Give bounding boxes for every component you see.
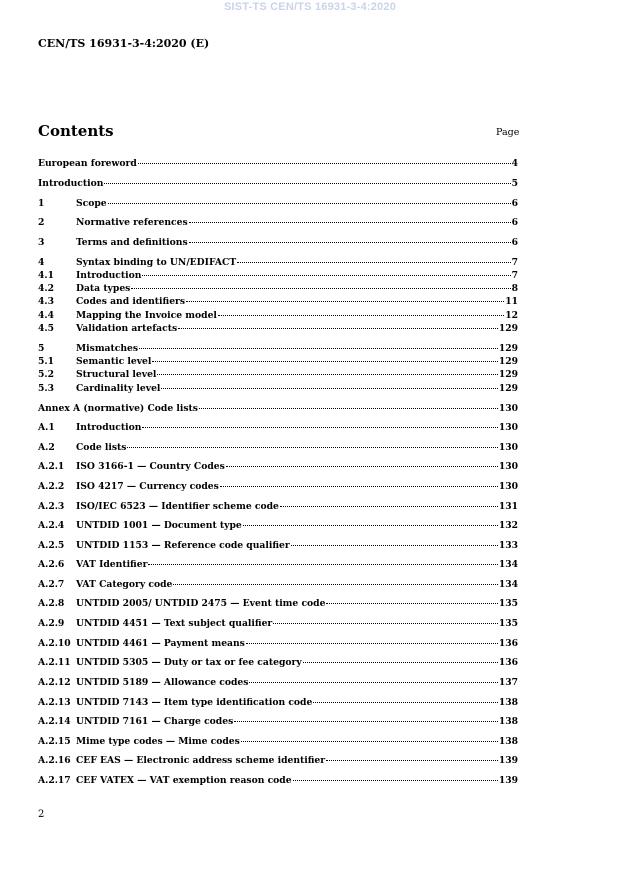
toc-entry[interactable] [38, 715, 518, 728]
toc-entry-number: A.2.14 [38, 716, 71, 727]
toc-entry-title: UNTDID 7143 — Item type identification code [76, 697, 313, 708]
toc-entry-number: 4.1 [38, 270, 54, 281]
toc-entry-number: 5.2 [38, 369, 54, 380]
contents-heading: Contents [38, 122, 114, 140]
toc-entry-title: Syntax binding to UN/EDIFACT [76, 257, 237, 268]
toc-entry-title: UNTDID 5189 — Allowance codes [76, 677, 249, 688]
dot-leader [139, 348, 498, 349]
toc-entry-page: 138 [498, 697, 518, 708]
dot-leader [246, 643, 498, 644]
toc-entry[interactable] [38, 157, 518, 170]
toc-entry-number: 4 [38, 257, 45, 268]
toc-entry-number: A.2.7 [38, 579, 65, 590]
toc-entry[interactable] [38, 754, 518, 767]
toc-entry-number: A.2 [38, 442, 55, 453]
toc-entry[interactable] [38, 500, 518, 513]
toc-entry[interactable] [38, 676, 518, 689]
toc-entry-number: 5.1 [38, 356, 54, 367]
toc-entry[interactable] [38, 177, 518, 190]
toc-entry-number: A.2.1 [38, 461, 65, 472]
toc-entry-page: 132 [498, 520, 518, 531]
toc-entry-page: 7 [511, 270, 518, 281]
dot-leader [131, 288, 510, 289]
dot-leader [148, 564, 497, 565]
toc-entry[interactable] [38, 382, 518, 395]
toc-entry-page: 130 [498, 442, 518, 453]
toc-entry-title: Cardinality level [76, 383, 161, 394]
toc-entry-title: Mismatches [76, 343, 139, 354]
dot-leader [189, 242, 511, 243]
toc-entry-number: A.2.3 [38, 501, 65, 512]
toc-entry-title: VAT Category code [76, 579, 173, 590]
dot-leader [237, 262, 510, 263]
toc-entry-title: Structural level [76, 369, 157, 380]
toc-entry-page: 135 [498, 618, 518, 629]
toc-entry-title: Normative references [76, 217, 188, 228]
toc-entry-page: 130 [498, 461, 518, 472]
toc-entry[interactable] [38, 441, 518, 454]
toc-entry[interactable] [38, 368, 518, 381]
dot-leader [313, 702, 497, 703]
toc-entry[interactable] [38, 269, 518, 282]
dot-leader [243, 525, 498, 526]
toc-entry-number: A.2.6 [38, 559, 65, 570]
toc-entry[interactable] [38, 597, 518, 610]
toc-entry-title: UNTDID 4451 — Text subject qualifier [76, 618, 273, 629]
page-number: 2 [38, 809, 45, 820]
toc-entry-page: 6 [511, 237, 518, 248]
dot-leader [249, 682, 497, 683]
toc-entry-number: A.2.12 [38, 677, 71, 688]
dot-leader [326, 760, 498, 761]
dot-leader [178, 328, 498, 329]
toc-entry-title: ISO 4217 — Currency codes [76, 481, 219, 492]
toc-entry-number: A.2.10 [38, 638, 71, 649]
dot-leader [291, 545, 498, 546]
toc-entry-page: 11 [505, 296, 518, 307]
toc-entry-title: VAT Identifier [76, 559, 148, 570]
dot-leader [241, 741, 498, 742]
toc-entry-title: Mapping the Invoice model [76, 310, 217, 321]
dot-leader [161, 388, 497, 389]
toc-entry[interactable] [38, 236, 518, 249]
toc-entry-title: Codes and identifiers [76, 296, 186, 307]
document-id: CEN/TS 16931-3-4:2020 (E) [38, 37, 210, 50]
toc-entry-page: 131 [498, 501, 518, 512]
toc-entry-page: 130 [498, 481, 518, 492]
toc-entry-title: CEF VATEX — VAT exemption reason code [76, 775, 292, 786]
toc-entry[interactable] [38, 539, 518, 552]
toc-entry-title: Scope [76, 198, 107, 209]
toc-entry-title: UNTDID 1153 — Reference code qualifier [76, 540, 290, 551]
toc-entry-number: A.2.15 [38, 736, 71, 747]
toc-entry-title: ISO/IEC 6523 — Identifier scheme code [76, 501, 279, 512]
toc-entry-page: 129 [498, 369, 518, 380]
dot-leader [189, 222, 511, 223]
toc-entry-number: 5.3 [38, 383, 54, 394]
toc-entry-title: Semantic level [76, 356, 152, 367]
toc-entry-title: Introduction [76, 422, 142, 433]
toc-entry-page: 136 [498, 657, 518, 668]
toc-entry[interactable] [38, 578, 518, 591]
toc-entry-page: 129 [498, 383, 518, 394]
toc-entry[interactable] [38, 519, 518, 532]
toc-entry-title: ISO 3166-1 — Country Codes [76, 461, 225, 472]
toc-entry-number: 4.2 [38, 283, 54, 294]
toc-entry[interactable] [38, 774, 518, 787]
toc-entry-page: 138 [498, 736, 518, 747]
toc-entry-number: A.2.5 [38, 540, 65, 551]
toc-entry[interactable] [38, 637, 518, 650]
toc-entry-number: A.2.2 [38, 481, 65, 492]
toc-entry-number: A.2.17 [38, 775, 71, 786]
dot-leader [199, 408, 498, 409]
toc-entry[interactable] [38, 558, 518, 571]
toc-entry-number: 5 [38, 343, 45, 354]
dot-leader [273, 623, 498, 624]
dot-leader [127, 447, 497, 448]
toc-entry[interactable] [38, 309, 518, 322]
dot-leader [220, 486, 498, 487]
dot-leader [142, 427, 497, 428]
toc-entry-title: Terms and definitions [76, 237, 188, 248]
toc-entry-page: 138 [498, 716, 518, 727]
toc-entry[interactable] [38, 256, 518, 269]
dot-leader [104, 183, 510, 184]
toc-entry-page: 130 [498, 422, 518, 433]
toc-entry-number: A.2.11 [38, 657, 71, 668]
toc-entry[interactable] [38, 460, 518, 473]
toc-entry-page: 6 [511, 198, 518, 209]
toc-entry-title: UNTDID 1001 — Document type [76, 520, 242, 531]
dot-leader [326, 603, 497, 604]
toc-entry-page: 133 [498, 540, 518, 551]
toc-entry-number: A.2.8 [38, 598, 65, 609]
toc-entry-number: A.2.16 [38, 755, 71, 766]
toc-entry-page: 5 [511, 178, 518, 189]
dot-leader [186, 301, 504, 302]
toc-entry-title: Code lists [76, 442, 127, 453]
toc-entry[interactable] [38, 480, 518, 493]
toc-entry-number: 4.3 [38, 296, 54, 307]
page-column-label: Page [496, 127, 520, 138]
toc-entry-number: 2 [38, 217, 45, 228]
toc-entry-number: 4.5 [38, 323, 54, 334]
toc-entry[interactable] [38, 617, 518, 630]
toc-entry-title: UNTDID 7161 — Charge codes [76, 716, 234, 727]
toc-entry-number: A.2.9 [38, 618, 65, 629]
toc-entry-title: Validation artefacts [76, 323, 178, 334]
toc-entry-number: A.2.13 [38, 697, 71, 708]
toc-entry-page: 8 [511, 283, 518, 294]
toc-entry-title: Introduction [38, 178, 104, 189]
toc-entry[interactable] [38, 656, 518, 669]
toc-entry-page: 134 [498, 579, 518, 590]
dot-leader [142, 275, 510, 276]
toc-entry-page: 139 [498, 775, 518, 786]
toc-entry-page: 136 [498, 638, 518, 649]
toc-entry-number: 3 [38, 237, 45, 248]
toc-entry-page: 7 [511, 257, 518, 268]
toc-entry-page: 135 [498, 598, 518, 609]
toc-entry[interactable] [38, 421, 518, 434]
toc-entry-title: European foreword [38, 158, 137, 169]
toc-entry-number: A.1 [38, 422, 55, 433]
toc-entry-page: 129 [498, 343, 518, 354]
toc-entry-title: Mime type codes — Mime codes [76, 736, 240, 747]
toc-entry[interactable] [38, 342, 518, 355]
dot-leader [226, 466, 498, 467]
toc-entry[interactable] [38, 282, 518, 295]
dot-leader [157, 374, 497, 375]
dot-leader [293, 780, 498, 781]
toc-entry-title: UNTDID 4461 — Payment means [76, 638, 245, 649]
toc-entry-page: 4 [511, 158, 518, 169]
dot-leader [152, 361, 497, 362]
dot-leader [218, 315, 504, 316]
toc-entry[interactable] [38, 355, 518, 368]
toc-entry-page: 139 [498, 755, 518, 766]
toc-entry[interactable] [38, 197, 518, 210]
toc-entry-page: 6 [511, 217, 518, 228]
dot-leader [173, 584, 497, 585]
toc-entry-title: Annex A (normative) Code lists [38, 403, 198, 414]
dot-leader [280, 506, 498, 507]
toc-entry-page: 12 [505, 310, 518, 321]
toc-entry-title: Introduction [76, 270, 142, 281]
toc-entry-page: 130 [498, 403, 518, 414]
toc-entry-page: 134 [498, 559, 518, 570]
toc-entry-title: UNTDID 2005/ UNTDID 2475 — Event time code [76, 598, 326, 609]
toc-entry[interactable] [38, 322, 518, 335]
toc-entry-title: CEF EAS — Electronic address scheme identifier [76, 755, 326, 766]
toc-entry-page: 129 [498, 356, 518, 367]
toc-entry-page: 137 [498, 677, 518, 688]
watermark: SIST-TS CEN/TS 16931-3-4:2020 [223, 1, 397, 13]
toc-entry-number: 4.4 [38, 310, 54, 321]
dot-leader [234, 721, 498, 722]
toc-entry-title: Data types [76, 283, 131, 294]
toc-entry[interactable] [38, 696, 518, 709]
toc-entry-title: UNTDID 5305 — Duty or tax or fee category [76, 657, 302, 668]
dot-leader [108, 203, 511, 204]
dot-leader [138, 163, 511, 164]
toc-entry-number: A.2.4 [38, 520, 65, 531]
toc-entry-number: 1 [38, 198, 45, 209]
toc-entry-page: 129 [498, 323, 518, 334]
toc-entry[interactable] [38, 216, 518, 229]
dot-leader [303, 662, 498, 663]
toc-entry[interactable] [38, 735, 518, 748]
toc-entry[interactable] [38, 402, 518, 415]
toc-entry[interactable] [38, 295, 518, 308]
